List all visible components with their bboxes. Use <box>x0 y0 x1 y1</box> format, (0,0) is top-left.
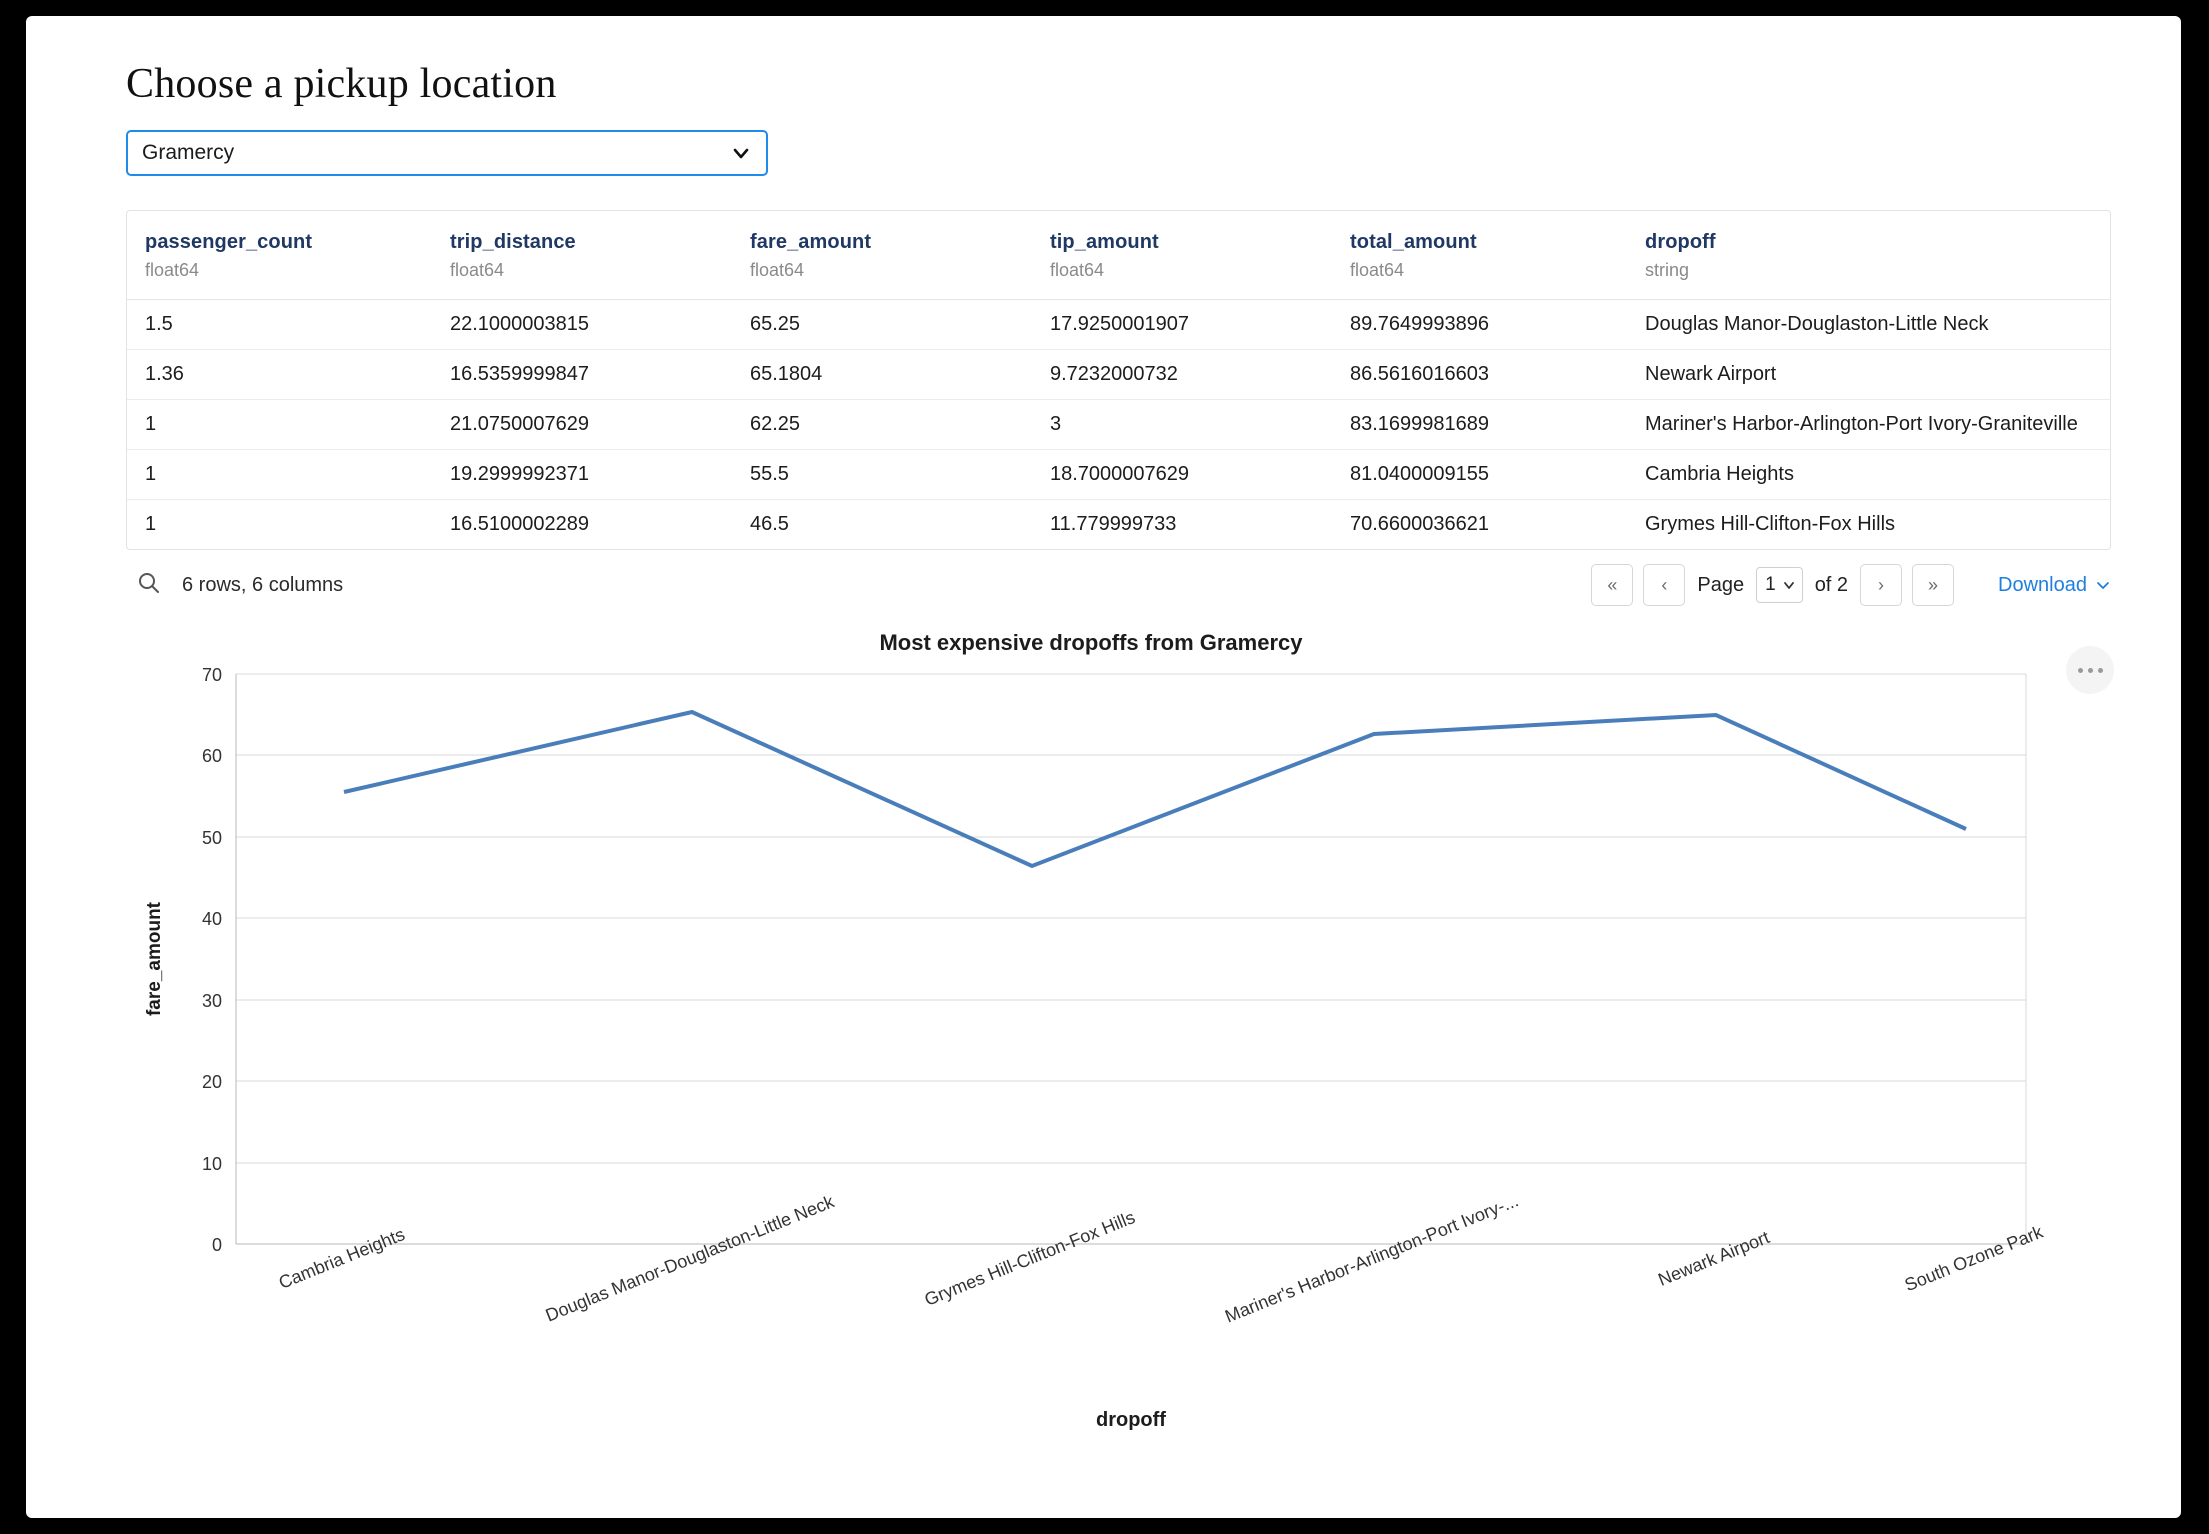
pickup-location-select[interactable] <box>126 130 768 176</box>
chart-series-line <box>344 712 1966 866</box>
y-tick-40: 40 <box>201 909 222 929</box>
column-header-passenger-count[interactable] <box>127 211 432 300</box>
table-row[interactable] <box>127 350 2111 400</box>
x-axis-tick-labels <box>276 1190 2047 1326</box>
download-button[interactable] <box>1998 574 2111 597</box>
cell-fare-amount: 65.1804 <box>732 350 1032 400</box>
cell-fare-amount: 65.25 <box>732 300 1032 350</box>
y-tick-70: 70 <box>201 665 222 685</box>
cell-trip-distance: 16.5359999847 <box>432 350 732 400</box>
next-page-button[interactable]: › <box>1860 564 1902 606</box>
data-table-grid <box>127 211 2111 549</box>
cell-passenger-count: 1 <box>127 450 432 500</box>
x-tick-1: Douglas Manor-Douglaston-Little Neck <box>542 1191 837 1326</box>
cell-trip-distance: 19.2999992371 <box>432 450 732 500</box>
download-label: Download <box>1998 573 2087 596</box>
cell-trip-distance: 16.5100002289 <box>450 513 590 535</box>
cell-passenger-count: 1.5 <box>127 300 432 350</box>
last-page-button[interactable]: » <box>1912 564 1954 606</box>
cell-tip-amount: 3 <box>1032 400 1332 450</box>
column-type: float64 <box>1350 260 1405 280</box>
column-header-dropoff[interactable] <box>1627 211 2111 300</box>
first-page-button[interactable]: « <box>1591 564 1633 606</box>
page-number-value: 1 <box>1765 574 1776 595</box>
cell-fare-amount: 62.25 <box>732 400 1032 450</box>
column-header-fare-amount[interactable] <box>732 211 1032 300</box>
column-type: string <box>1645 260 1690 280</box>
cell-fare-amount: 55.5 <box>732 450 1032 500</box>
data-table <box>126 210 2111 550</box>
column-name: tip_amount <box>1050 231 1159 253</box>
cell-total-amount: 89.7649993896 <box>1332 300 1627 350</box>
table-footer <box>126 554 2111 616</box>
cell-dropoff: Newark Airport <box>1627 350 2111 400</box>
cell-tip-amount: 9.7232000732 <box>1032 350 1332 400</box>
page-total-label: of 2 <box>1814 573 1849 596</box>
page-title: Choose a pickup location <box>126 61 557 107</box>
x-tick-3: Mariner's Harbor-Arlington-Port Ivory-... <box>1222 1190 1522 1327</box>
x-tick-2: Grymes Hill-Clifton-Fox Hills <box>921 1207 1138 1310</box>
chart-container <box>126 630 2136 1464</box>
y-axis-tick-labels <box>202 665 222 1255</box>
chart-title: Most expensive dropoffs from Gramercy <box>879 630 1303 655</box>
app-content <box>26 16 2181 1464</box>
column-name: trip_distance <box>450 231 576 253</box>
chevron-down-icon <box>1782 578 1796 592</box>
cell-trip-distance: 21.0750007629 <box>432 400 732 450</box>
cell-tip-amount: 11.779999733 <box>1050 513 1177 535</box>
previous-page-button[interactable]: ‹ <box>1643 564 1685 606</box>
cell-passenger-count: 1.36 <box>127 350 432 400</box>
y-axis-title: fare_amount <box>144 901 165 1017</box>
cell-trip-distance: 22.1000003815 <box>432 300 732 350</box>
table-row[interactable] <box>127 300 2111 350</box>
cell-dropoff: Cambria Heights <box>1627 450 2111 500</box>
search-icon[interactable] <box>136 570 162 601</box>
more-options-icon[interactable] <box>2066 646 2114 694</box>
cell-passenger-count: 1 <box>145 513 157 535</box>
x-tick-5: South Ozone Park <box>1901 1221 2046 1296</box>
pickup-location-select-wrapper[interactable] <box>126 130 768 176</box>
cell-dropoff: Douglas Manor-Douglaston-Little Neck <box>1627 300 2111 350</box>
chevron-down-icon[interactable] <box>730 142 752 164</box>
chart-gridlines <box>236 674 2026 1244</box>
column-type: float64 <box>750 260 805 280</box>
column-header-total-amount[interactable] <box>1332 211 1627 300</box>
y-tick-10: 10 <box>201 1154 222 1174</box>
chevron-down-icon <box>2095 577 2111 593</box>
cell-tip-amount: 18.7000007629 <box>1032 450 1332 500</box>
cell-fare-amount: 46.5 <box>750 513 789 535</box>
cell-dropoff: Grymes Hill-Clifton-Fox Hills <box>1645 513 1896 535</box>
y-tick-30: 30 <box>201 991 222 1011</box>
column-name: passenger_count <box>145 231 313 253</box>
column-type: float64 <box>450 260 505 280</box>
table-header-row <box>127 211 2111 300</box>
column-type: float64 <box>1050 260 1105 280</box>
pagination-controls <box>1591 564 2111 606</box>
y-tick-60: 60 <box>201 746 222 766</box>
cell-total-amount: 70.6600036621 <box>1350 513 1490 535</box>
row-count-summary: 6 rows, 6 columns <box>182 573 344 596</box>
cell-total-amount: 81.0400009155 <box>1332 450 1627 500</box>
app-card <box>26 16 2181 1518</box>
table-row[interactable] <box>127 500 2111 550</box>
column-header-tip-amount[interactable] <box>1032 211 1332 300</box>
x-tick-0: Cambria Heights <box>275 1224 408 1293</box>
x-tick-4: Newark Airport <box>1655 1227 1773 1290</box>
cell-total-amount: 86.5616016603 <box>1332 350 1627 400</box>
column-name: dropoff <box>1645 231 1716 253</box>
table-row[interactable] <box>127 450 2111 500</box>
x-axis-title: dropoff <box>1096 1409 1166 1431</box>
cell-dropoff: Mariner's Harbor-Arlington-Port Ivory-Graniteville <box>1627 400 2111 450</box>
column-name: total_amount <box>1350 231 1477 253</box>
column-name: fare_amount <box>750 231 872 253</box>
cell-tip-amount: 17.9250001907 <box>1032 300 1332 350</box>
y-tick-50: 50 <box>201 828 222 848</box>
pickup-location-value: Gramercy <box>142 141 235 164</box>
y-tick-0: 0 <box>211 1235 222 1255</box>
y-tick-20: 20 <box>201 1072 222 1092</box>
cell-total-amount: 83.1699981689 <box>1332 400 1627 450</box>
table-row[interactable] <box>127 400 2111 450</box>
page-label: Page <box>1697 573 1745 596</box>
cell-passenger-count: 1 <box>127 400 432 450</box>
column-header-trip-distance[interactable] <box>432 211 732 300</box>
line-chart <box>126 664 2086 1464</box>
page-number-select[interactable] <box>1756 567 1803 603</box>
column-type: float64 <box>145 260 200 280</box>
